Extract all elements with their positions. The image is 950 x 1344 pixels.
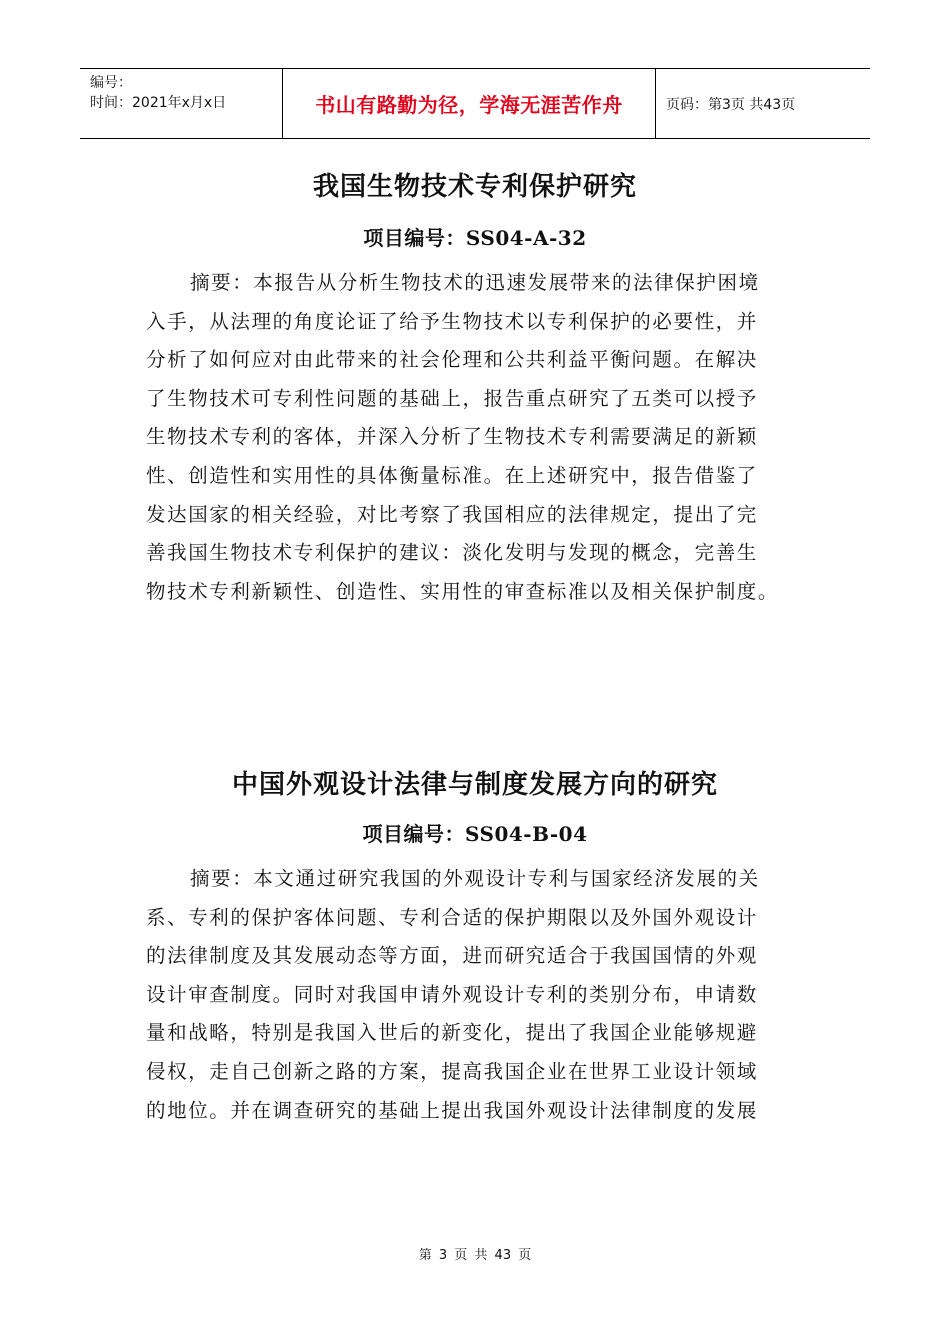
paragraph-line: 系、专利的保护客体问题、专利合适的保护期限以及外国外观设计 [146, 905, 758, 929]
paragraph-line: 侵权，走自己创新之路的方案，提高我国企业在世界工业设计领域 [146, 1059, 758, 1083]
paragraph-line: 入手，从法理的角度论证了给予生物技术以专利保护的必要性，并 [146, 309, 758, 333]
section-title: 我国生物技术专利保护研究 [312, 172, 637, 202]
project-number: 项目编号：SS04-A-32 [363, 226, 587, 250]
header-time-label: 时间：2021年x月x日 [90, 95, 227, 111]
paragraph-line: 善我国生物技术专利保护的建议：淡化发明与发现的概念，完善生 [146, 541, 758, 565]
page-footer: 第 3 页 共 43 页 [418, 1248, 532, 1263]
header-motto-cell [282, 69, 656, 138]
paragraph-line: 摘要：本文通过研究我国的外观设计专利与国家经济发展的关 [190, 867, 760, 890]
header-meta-cell [80, 69, 282, 138]
paragraph-line: 量和战略，特别是我国入世后的新变化，提出了我国企业能够规避 [146, 1021, 758, 1045]
header-page-cell [656, 69, 870, 138]
paragraph-line: 设计审查制度。同时对我国申请外观设计专利的类别分布，申请数 [146, 982, 758, 1006]
project-number: 项目编号：SS04-B-04 [362, 822, 588, 846]
header-motto: 书山有路勤为径，学海无涯苦作舟 [315, 93, 623, 117]
paragraph-line: 摘要：本报告从分析生物技术的迅速发展带来的法律保护困境 [190, 271, 760, 294]
paragraph-line: 生物技术专利的客体，并深入分析了生物技术专利需要满足的新颖 [146, 425, 758, 449]
section-title: 中国外观设计法律与制度发展方向的研究 [231, 770, 718, 800]
paragraph-line: 的地位。并在调查研究的基础上提出我国外观设计法律制度的发展 [146, 1098, 758, 1122]
paragraph-line: 性、创造性和实用性的具体衡量标准。在上述研究中，报告借鉴了 [146, 463, 758, 487]
paragraph-line: 物技术专利新颖性、创造性、实用性的审查标准以及相关保护制度。 [146, 579, 780, 603]
paragraph-line: 发达国家的相关经验，对比考察了我国相应的法律规定，提出了完 [146, 502, 758, 526]
paragraph-line: 的法律制度及其发展动态等方面，进而研究适合于我国国情的外观 [146, 944, 758, 968]
paragraph-line: 分析了如何应对由此带来的社会伦理和公共利益平衡问题。在解决 [146, 348, 758, 372]
header-page-info: 页码：第3页 共43页 [666, 96, 796, 113]
paragraph-line: 了生物技术可专利性问题的基础上，报告重点研究了五类可以授予 [146, 386, 758, 410]
abstract-paragraph [146, 860, 810, 1130]
page-header-table [80, 68, 870, 139]
abstract-paragraph [146, 264, 810, 611]
header-number-label: 编号： [90, 75, 132, 91]
